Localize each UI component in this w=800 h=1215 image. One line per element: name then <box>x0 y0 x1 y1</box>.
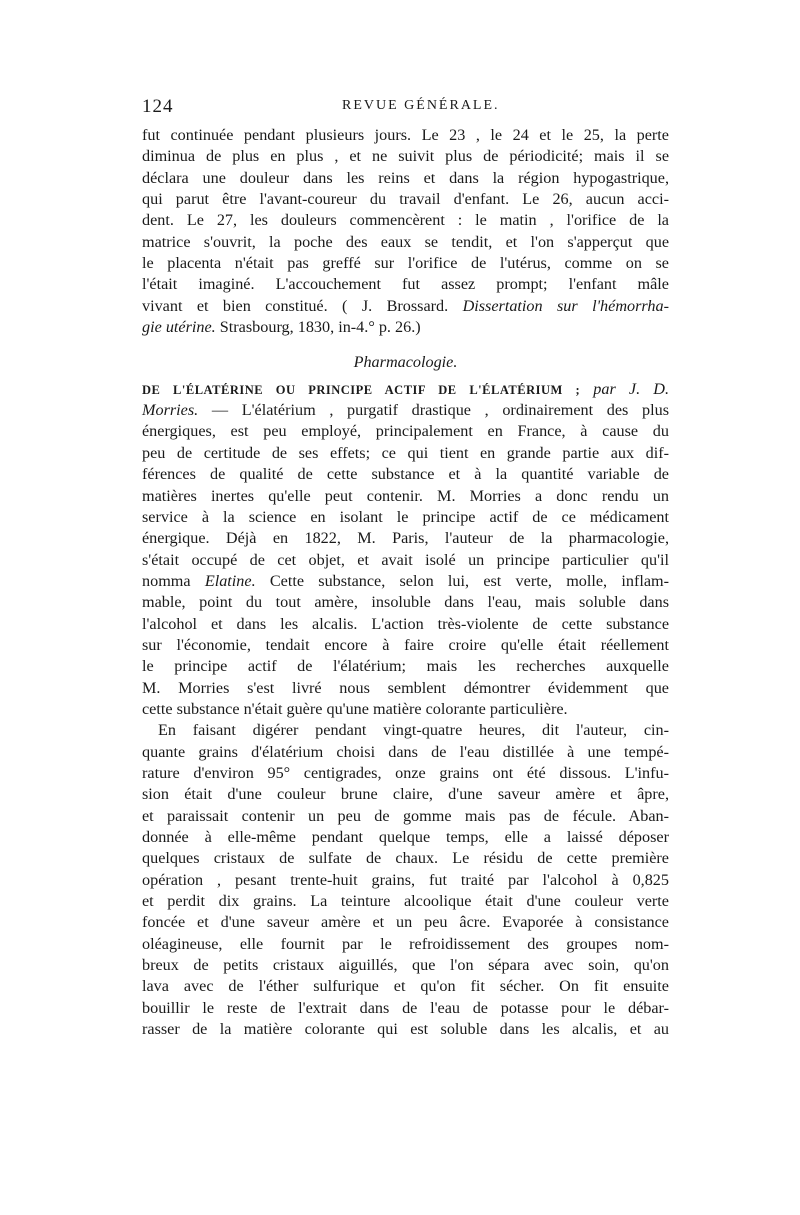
text-line: opération , pesant trente-huit grains, fut traité par l'alcohol à 0,825 <box>142 870 669 889</box>
citation-details: Strasbourg, 1830, in-4.° p. 26.) <box>219 318 421 337</box>
text-line: rasser de la matière colorante qui est soluble dans les alcalis, et au <box>142 1020 669 1039</box>
paragraph-3 <box>142 720 669 1040</box>
text-line: énergiques, est peu employé, principalement en France, à cause du <box>142 422 669 441</box>
text-line <box>142 571 669 592</box>
text-line: donnée à elle-même pendant quelque temps, elle a laissé déposer <box>142 828 669 846</box>
text-fragment: — L'élatérium , purgatif drastique , ordinairement des plus <box>211 401 670 420</box>
text-line: énergique. Déjà en 1822, M. Paris, l'auteur de la pharmacologie, <box>142 529 669 548</box>
text-line: oléagineuse, elle fournit par le refroidissement des groupes nom- <box>142 934 669 953</box>
article-heading <box>142 379 669 400</box>
text-line: sion était d'une couleur brune claire, d'une saveur amère et âpre, <box>142 785 669 804</box>
text-line: En faisant digérer pendant vingt-quatre heures, dit l'auteur, cin- <box>158 721 669 740</box>
article-author-end: Morries. <box>142 401 199 420</box>
running-head: REVUE GÉNÉRALE. <box>342 98 500 113</box>
text-line: sur l'économie, tendait encore à faire croire qu'elle était réellement <box>142 635 669 654</box>
text-line: quante grains d'élatérium choisi dans de l'eau distillée à une tempé- <box>142 742 669 761</box>
text-line: lava avec de l'éther sulfurique et qu'on fit sécher. On fit ensuite <box>142 977 669 996</box>
text-line: l'alcohol et dans les alcalis. L'action très-violente de cette substance <box>142 614 669 633</box>
paragraph-2 <box>142 379 669 721</box>
citation-title: Dissertation sur l'hémorrha- <box>462 296 669 315</box>
text-line: foncée et d'une saveur amère et un peu âcre. Evaporée à consistance <box>142 913 669 932</box>
text-line: matrice s'ouvrit, la poche des eaux se tendit, et l'on s'apperçut que <box>142 232 669 251</box>
text-line: quelques cristaux de sulfate de chaux. Le résidu de cette première <box>142 849 669 868</box>
text-line: déclara une douleur dans les reins et dans la région hypogastrique, <box>142 168 669 187</box>
text-line: breux de petits cristaux aiguillés, que l'on sépara avec soin, qu'on <box>142 956 669 975</box>
text-line: mable, point du tout amère, insoluble dans l'eau, mais soluble dans <box>142 593 669 612</box>
text-line <box>142 296 669 317</box>
text-line <box>142 317 669 338</box>
text-line: l'était imaginé. L'accouchement fut assez prompt; l'enfant mâle <box>142 275 669 294</box>
text-line: matières inertes qu'elle peut contenir. M. Morries a donc rendu un <box>142 486 669 505</box>
text-line: fut continuée pendant plusieurs jours. Le 23 , le 24 et le 25, la perte <box>142 126 669 144</box>
paragraph-1 <box>142 125 669 338</box>
article-author: par J. D. <box>593 379 669 398</box>
text-line: le principe actif de l'élatérium; mais les recherches auxquelle <box>142 657 669 676</box>
text-fragment: vivant et bien constitué. ( J. Brossard. <box>142 296 449 315</box>
text-line: bouillir le reste de l'extrait dans de l'eau de potasse pour le débar- <box>142 998 669 1017</box>
text-line: diminua de plus en plus , et ne suivit plus de périodicité; mais il se <box>142 147 669 166</box>
text-line <box>142 400 669 421</box>
text-line: qui parut être l'avant-coureur du travail d'enfant. Le 26, aucun acci- <box>142 190 669 209</box>
text-line: service à la science en isolant le principe actif de ce médicament <box>142 507 669 526</box>
text-line: et perdit dix grains. La teinture alcoolique était d'une couleur verte <box>142 892 669 911</box>
citation-title-end: gie utérine. <box>142 318 216 337</box>
text-line: dent. Le 27, les douleurs commencèrent : le matin , l'orifice de la <box>142 211 669 230</box>
text-line: M. Morries s'est livré nous semblent démontrer évidemment que <box>142 678 669 697</box>
elatine-term: Elatine. <box>204 571 256 590</box>
text-line: férences de qualité de cette substance et à la quantité variable de <box>142 465 669 484</box>
page-header <box>142 96 669 118</box>
text-fragment: Cette substance, selon lui, est verte, molle, inflam- <box>269 571 669 590</box>
page-number: 124 <box>142 96 174 117</box>
text-fragment: nomma <box>142 571 191 590</box>
text-line: le placenta n'était pas greffé sur l'orifice de l'utérus, comme on se <box>142 254 669 273</box>
text-line: cette substance n'était guère qu'une matière colorante particulière. <box>142 699 568 718</box>
section-title: Pharmacologie. <box>353 353 458 372</box>
text-line: rature d'environ 95° centigrades, onze grains ont été dissous. L'infu- <box>142 763 669 782</box>
article-title: DE L'ÉLATÉRINE OU PRINCIPE ACTIF DE L'ÉLATÉRIUM ; <box>142 382 581 397</box>
text-line: et paraissait contenir un peu de gomme mais pas de fécule. Aban- <box>142 806 669 825</box>
text-line: s'était occupé de cet objet, et avait isolé un principe particulier qu'il <box>142 550 669 569</box>
text-line: peu de certitude de ses effets; ce qui tient en grande partie aux dif- <box>142 443 669 462</box>
body-text <box>142 125 669 1040</box>
